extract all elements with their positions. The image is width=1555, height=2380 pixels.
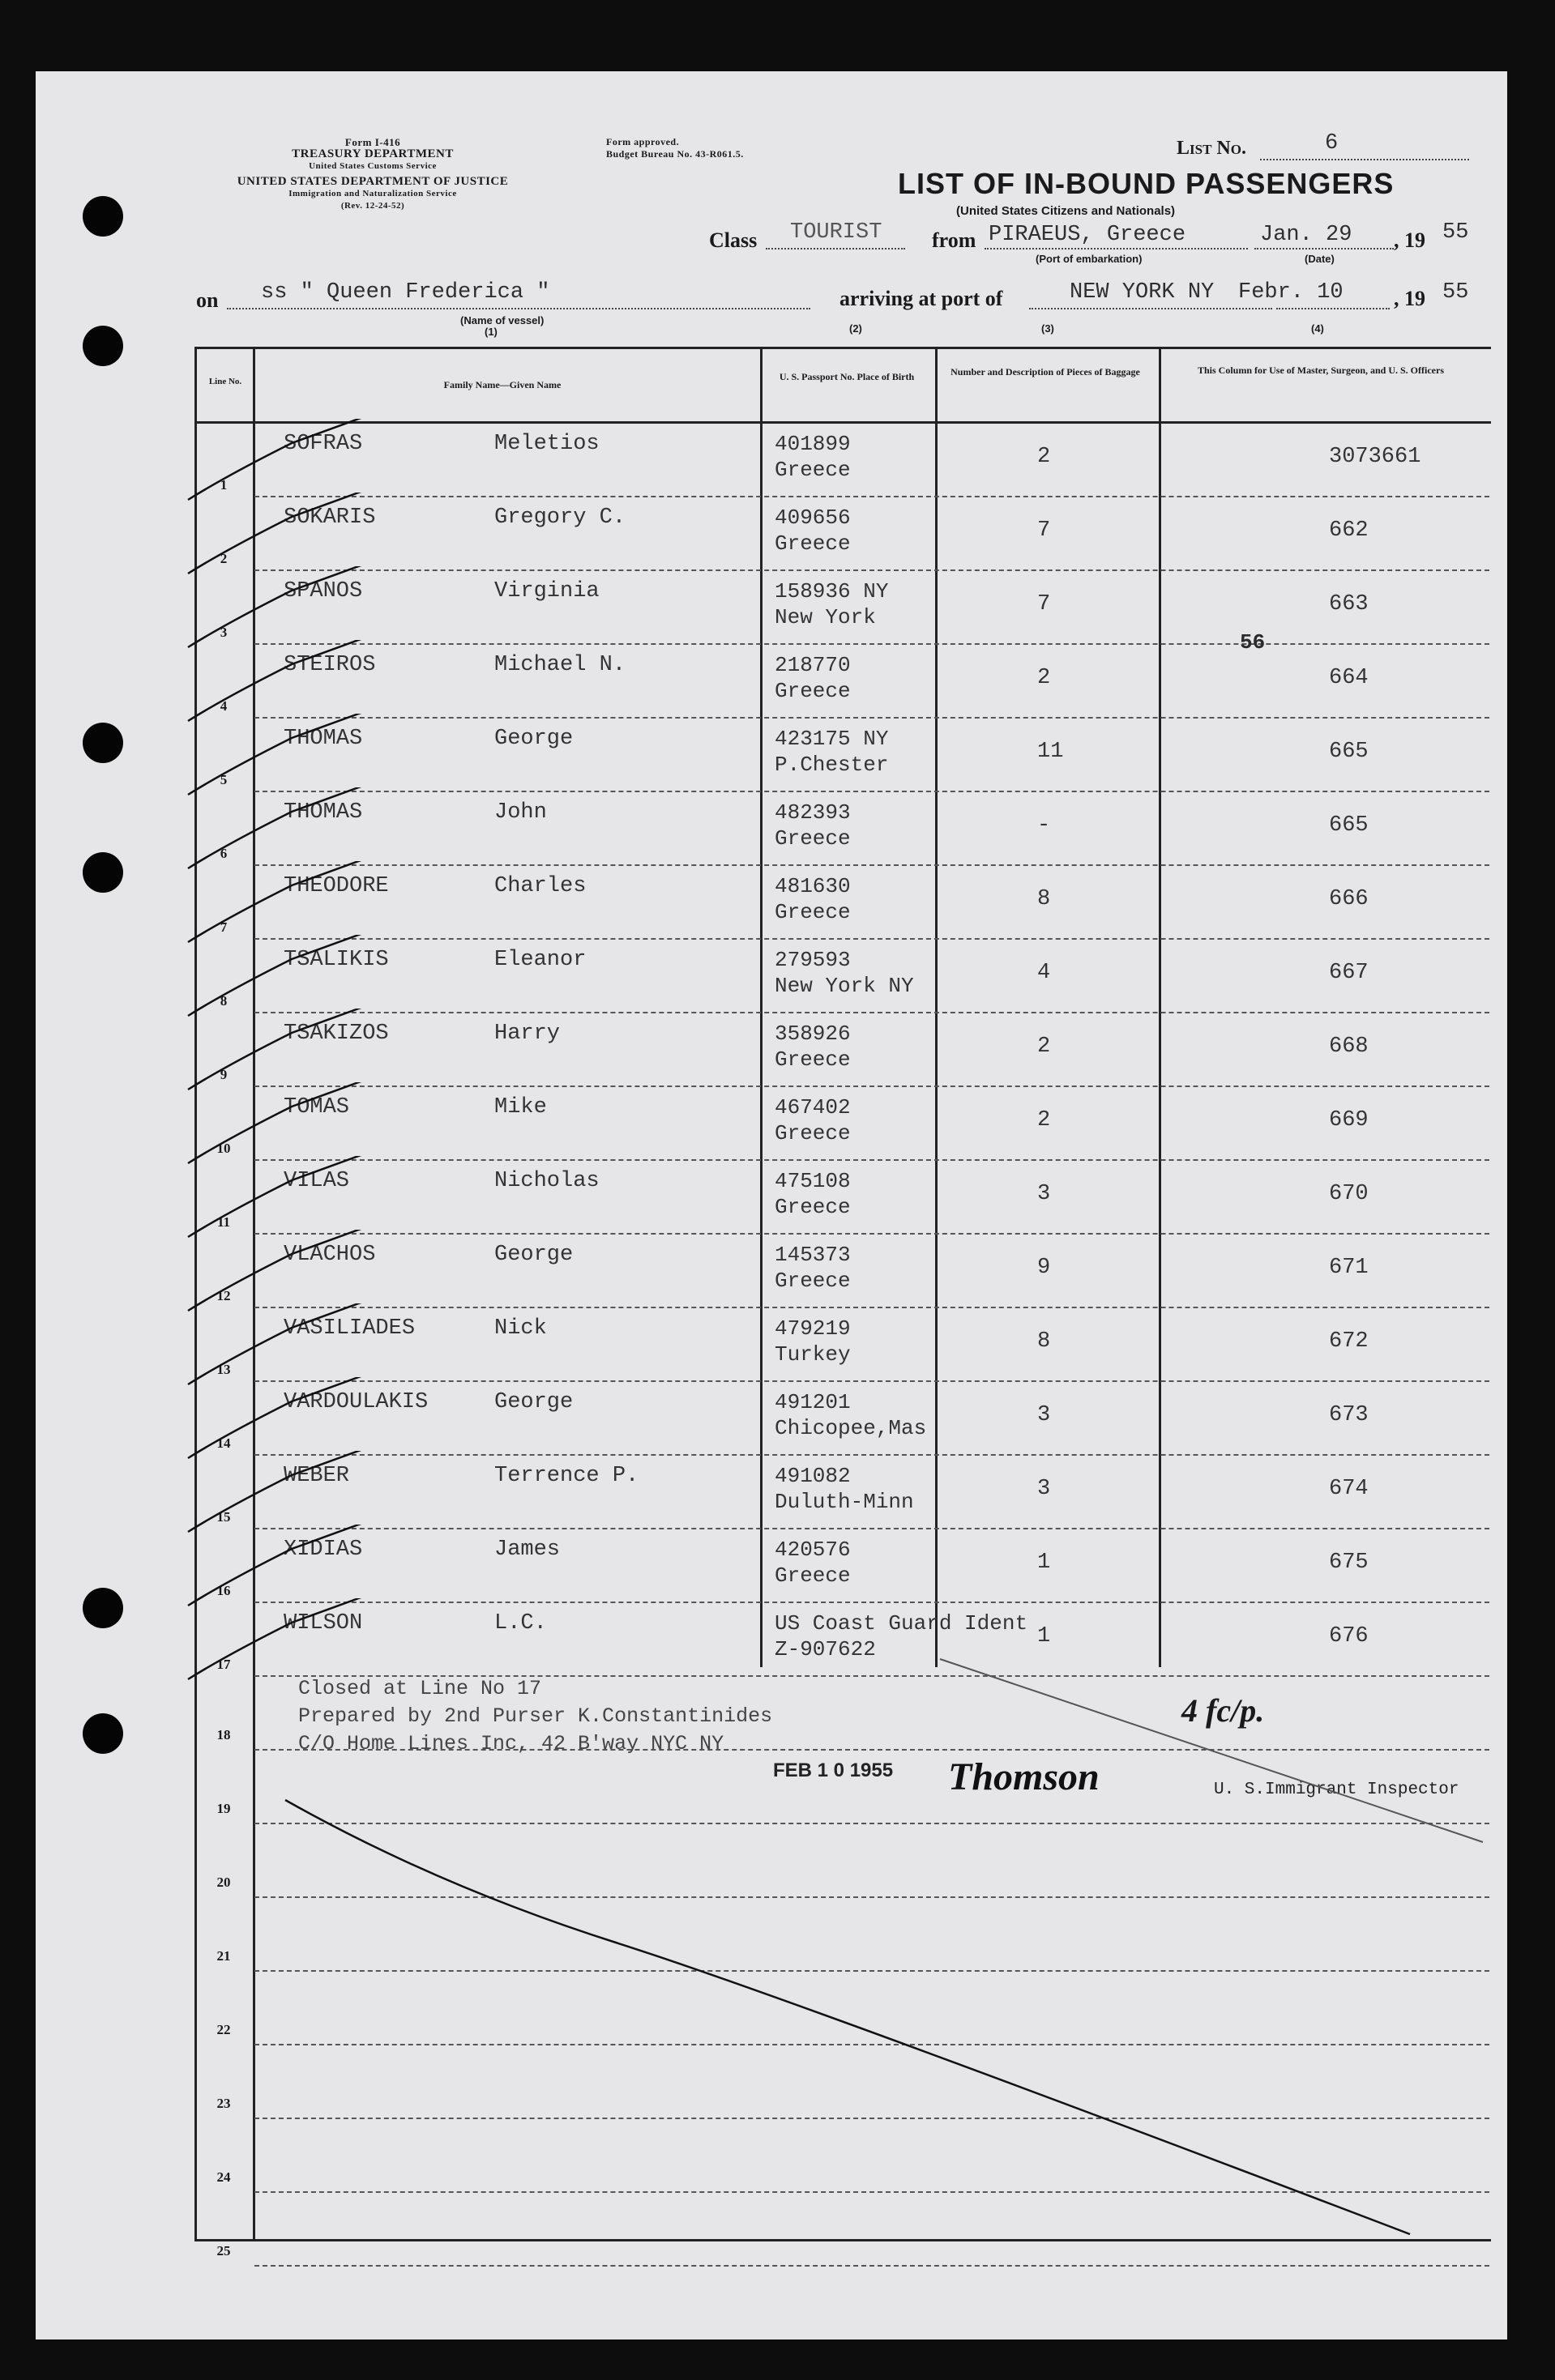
baggage-count: 9 bbox=[1037, 1256, 1051, 1280]
line-number: 22 bbox=[216, 2022, 231, 2037]
line-number: 5 bbox=[220, 772, 228, 787]
line-number: 7 bbox=[220, 919, 228, 935]
family-name: TOMAS bbox=[284, 1095, 350, 1120]
arrival-date-value: Febr. 10 bbox=[1238, 280, 1344, 305]
officer-number: 663 bbox=[1329, 592, 1369, 616]
line-number: 24 bbox=[216, 2169, 231, 2185]
embarkation-year-value: 55 bbox=[1442, 220, 1469, 245]
row-separator bbox=[254, 1159, 1489, 1161]
given-name: George bbox=[494, 727, 574, 751]
row-separator bbox=[254, 1970, 1489, 1972]
passport-number: 145373 bbox=[775, 1243, 851, 1267]
passport-number: 479219 bbox=[775, 1316, 851, 1341]
row-separator bbox=[254, 791, 1489, 792]
list-no-dots bbox=[1260, 159, 1469, 160]
passport-number: 475108 bbox=[775, 1169, 851, 1193]
divider-line-no bbox=[253, 347, 255, 2241]
year-prefix: , 19 bbox=[1394, 228, 1425, 252]
passport-number: 482393 bbox=[775, 800, 851, 825]
family-name: VLACHOS bbox=[284, 1243, 376, 1267]
baggage-count: 8 bbox=[1037, 887, 1051, 911]
baggage-count: - bbox=[1037, 813, 1051, 838]
baggage-count: 8 bbox=[1037, 1329, 1051, 1354]
closed-note: Closed at Line No 17 bbox=[298, 1677, 542, 1700]
row-separator bbox=[254, 2118, 1489, 2119]
row-separator bbox=[254, 1454, 1489, 1456]
baggage-count: 7 bbox=[1037, 518, 1051, 543]
officer-number: 668 bbox=[1329, 1034, 1369, 1059]
given-name: Virginia bbox=[494, 579, 600, 604]
line-number: 17 bbox=[216, 1657, 231, 1672]
line-number: 3 bbox=[220, 625, 228, 640]
place-of-birth: Greece bbox=[775, 1269, 851, 1293]
place-of-birth: Greece bbox=[775, 679, 851, 703]
officer-number: 662 bbox=[1329, 518, 1369, 543]
line-number: 12 bbox=[216, 1288, 231, 1303]
col-line-no: Line No. bbox=[208, 377, 242, 386]
family-name: STEIROS bbox=[284, 653, 376, 677]
given-name: John bbox=[494, 800, 547, 825]
given-name: Meletios bbox=[494, 432, 600, 456]
given-name: Nick bbox=[494, 1316, 547, 1341]
place-of-birth: New York bbox=[775, 605, 876, 629]
punch-hole bbox=[83, 196, 123, 237]
col-passport: U. S. Passport No. Place of Birth bbox=[779, 371, 915, 382]
place-of-birth: Greece bbox=[775, 826, 851, 851]
place-of-birth: Z-907622 bbox=[775, 1637, 876, 1661]
given-name: L.C. bbox=[494, 1611, 547, 1636]
family-name: THOMAS bbox=[284, 800, 363, 825]
baggage-count: 1 bbox=[1037, 1624, 1051, 1649]
embarkation-port-value: PIRAEUS, Greece bbox=[989, 223, 1186, 247]
passport-number: 218770 bbox=[775, 653, 851, 677]
form-approved-label: Form approved. bbox=[606, 136, 680, 147]
row-separator bbox=[254, 2265, 1489, 2267]
officer-number: 666 bbox=[1329, 887, 1369, 911]
row-separator bbox=[254, 569, 1489, 571]
officer-number: 3073661 bbox=[1329, 445, 1421, 469]
place-of-birth: New York NY bbox=[775, 974, 914, 998]
baggage-count: 2 bbox=[1037, 1108, 1051, 1132]
row-separator bbox=[254, 643, 1489, 645]
col-officers: This Column for Use of Master, Surgeon, and U. S. Officers bbox=[1197, 365, 1444, 376]
cancel-lines bbox=[194, 347, 1491, 2241]
family-name: SPANOS bbox=[284, 579, 363, 604]
arrival-port-dots bbox=[1029, 308, 1272, 309]
page-subtitle: (United States Citizens and Nationals) bbox=[956, 204, 1176, 218]
officer-number: 674 bbox=[1329, 1477, 1369, 1501]
punch-hole bbox=[83, 326, 123, 366]
officer-number: 670 bbox=[1329, 1182, 1369, 1206]
place-of-birth: Greece bbox=[775, 1195, 851, 1219]
baggage-count: 3 bbox=[1037, 1403, 1051, 1427]
vessel-caption: (Name of vessel) bbox=[460, 314, 545, 326]
address-note: C/O Home Lines Inc, 42 B'way NYC NY bbox=[298, 1732, 724, 1755]
line-number: 9 bbox=[220, 1067, 228, 1082]
given-name: Charles bbox=[494, 874, 587, 898]
row-separator bbox=[254, 938, 1489, 940]
baggage-count: 2 bbox=[1037, 445, 1051, 469]
row-separator bbox=[254, 864, 1489, 866]
family-name: WEBER bbox=[284, 1464, 350, 1488]
family-name: VILAS bbox=[284, 1169, 350, 1193]
baggage-count: 2 bbox=[1037, 1034, 1051, 1059]
budget-bureau-label: Budget Bureau No. 43-R061.5. bbox=[606, 148, 744, 160]
officer-number: 671 bbox=[1329, 1256, 1369, 1280]
punch-hole bbox=[83, 852, 123, 893]
inspector-title: U. S.Immigrant Inspector bbox=[1214, 1781, 1459, 1799]
officer-number: 672 bbox=[1329, 1329, 1369, 1354]
line-number: 4 bbox=[220, 698, 228, 714]
passport-number: 420576 bbox=[775, 1538, 851, 1562]
from-dots bbox=[985, 248, 1248, 250]
caption-2: (2) bbox=[849, 322, 862, 335]
punch-hole bbox=[83, 723, 123, 763]
row-separator bbox=[254, 2044, 1489, 2045]
place-of-birth: Turkey bbox=[775, 1342, 851, 1367]
treasury-label: TREASURY DEPARTMENT bbox=[292, 147, 454, 160]
family-name: VASILIADES bbox=[284, 1316, 416, 1341]
passport-number: 481630 bbox=[775, 874, 851, 898]
line-number: 15 bbox=[216, 1509, 231, 1525]
place-of-birth: Greece bbox=[775, 900, 851, 924]
passport-number: 401899 bbox=[775, 432, 851, 456]
vessel-caption-num: (1) bbox=[485, 326, 498, 338]
ins-label: Immigration and Naturalization Service bbox=[288, 189, 457, 198]
officer-number: 665 bbox=[1329, 740, 1369, 764]
line-number: 2 bbox=[220, 551, 228, 566]
list-no-label: List No. bbox=[1177, 138, 1246, 159]
line-number: 6 bbox=[220, 846, 228, 861]
row-separator bbox=[254, 1896, 1489, 1898]
passport-number: 491082 bbox=[775, 1464, 851, 1488]
place-of-birth: Greece bbox=[775, 1047, 851, 1072]
family-name: VARDOULAKIS bbox=[284, 1390, 429, 1414]
line-number: 21 bbox=[216, 1948, 231, 1964]
baggage-count: 7 bbox=[1037, 592, 1051, 616]
family-name: TSALIKIS bbox=[284, 948, 389, 972]
border-left bbox=[194, 347, 197, 2241]
customs-label: United States Customs Service bbox=[309, 161, 437, 171]
punch-hole bbox=[83, 1713, 123, 1754]
line-number: 18 bbox=[216, 1727, 231, 1742]
divider-passport bbox=[935, 347, 938, 1667]
year-prefix-2: , 19 bbox=[1394, 287, 1425, 310]
baggage-count: 11 bbox=[1037, 740, 1064, 764]
punch-hole bbox=[83, 1588, 123, 1628]
row-separator bbox=[254, 1823, 1489, 1824]
inspector-signature: Thomson bbox=[948, 1755, 1100, 1798]
line-number: 20 bbox=[216, 1875, 231, 1890]
row-separator bbox=[254, 1086, 1489, 1087]
passport-number: 491201 bbox=[775, 1390, 851, 1414]
arrival-year-value: 55 bbox=[1442, 280, 1469, 305]
family-name: THEODORE bbox=[284, 874, 389, 898]
given-name: George bbox=[494, 1390, 574, 1414]
line-number: 16 bbox=[216, 1583, 231, 1598]
date-dots bbox=[1254, 248, 1394, 250]
given-name: Terrence P. bbox=[494, 1464, 639, 1488]
passenger-table bbox=[194, 347, 1491, 2258]
passport-number: 158936 NY bbox=[775, 579, 889, 604]
line-number: 11 bbox=[216, 1214, 231, 1230]
family-name: SOFRAS bbox=[284, 432, 363, 456]
officer-number: 676 bbox=[1329, 1624, 1369, 1649]
revision-label: (Rev. 12-24-52) bbox=[340, 201, 405, 211]
col-name: Family Name—Given Name bbox=[443, 379, 562, 390]
place-of-birth: Greece bbox=[775, 531, 851, 556]
header-bottom-border bbox=[194, 421, 1491, 424]
family-name: WILSON bbox=[284, 1611, 363, 1636]
place-of-birth: Greece bbox=[775, 1563, 851, 1588]
prepared-note: Prepared by 2nd Purser K.Constantinides bbox=[298, 1704, 773, 1728]
line-number: 19 bbox=[216, 1801, 231, 1816]
corner-mark: 4 fc/p. bbox=[1181, 1692, 1265, 1729]
port-of-embarkation-caption: (Port of embarkation) bbox=[1036, 253, 1143, 265]
given-name: Nicholas bbox=[494, 1169, 600, 1193]
justice-label: UNITED STATES DEPARTMENT OF JUSTICE bbox=[237, 175, 509, 188]
embarkation-date-value: Jan. 29 bbox=[1260, 223, 1352, 247]
cancel-stroke-2 bbox=[940, 1659, 1483, 1842]
passport-number: 423175 NY bbox=[775, 727, 889, 751]
row-separator bbox=[254, 2191, 1489, 2193]
row-separator bbox=[254, 1307, 1489, 1308]
passport-number: 358926 bbox=[775, 1022, 851, 1046]
row-separator bbox=[254, 717, 1489, 719]
page-title: LIST OF IN-BOUND PASSENGERS bbox=[898, 167, 1395, 200]
form-approval-block bbox=[606, 136, 744, 160]
given-name: Gregory C. bbox=[494, 505, 626, 530]
place-of-birth: Chicopee,Mas bbox=[775, 1416, 927, 1440]
line-number: 8 bbox=[220, 993, 228, 1009]
family-name: THOMAS bbox=[284, 727, 363, 751]
place-of-birth: Greece bbox=[775, 1121, 851, 1145]
line-number: 1 bbox=[220, 477, 228, 493]
date-caption: (Date) bbox=[1305, 253, 1335, 265]
baggage-count: 4 bbox=[1037, 961, 1051, 985]
row-separator bbox=[254, 496, 1489, 497]
line-number: 14 bbox=[216, 1435, 231, 1451]
arrival-date-dots bbox=[1276, 308, 1390, 309]
family-name: TSAKIZOS bbox=[284, 1022, 389, 1046]
class-dots bbox=[766, 248, 905, 250]
arriving-label: arriving at port of bbox=[839, 287, 1003, 310]
list-no-value: 6 bbox=[1325, 131, 1339, 156]
caption-4: (4) bbox=[1311, 322, 1324, 335]
form-agency-block bbox=[186, 136, 559, 212]
caption-3: (3) bbox=[1041, 322, 1054, 335]
on-label: on bbox=[196, 288, 219, 312]
baggage-count: 2 bbox=[1037, 666, 1051, 690]
divider-name bbox=[760, 347, 763, 1667]
passport-number: 409656 bbox=[775, 505, 851, 530]
passport-number: 467402 bbox=[775, 1095, 851, 1120]
given-name: James bbox=[494, 1538, 561, 1562]
margin-mark: 56 bbox=[1240, 630, 1266, 655]
officer-number: 675 bbox=[1329, 1550, 1369, 1575]
family-name: SOKARIS bbox=[284, 505, 376, 530]
baggage-count: 1 bbox=[1037, 1550, 1051, 1575]
form-number: Form I-416 bbox=[344, 136, 401, 148]
col-baggage: Number and Description of Pieces of Baggage bbox=[951, 366, 1140, 377]
officer-number: 669 bbox=[1329, 1108, 1369, 1132]
given-name: Harry bbox=[494, 1022, 561, 1046]
given-name: Michael N. bbox=[494, 653, 626, 677]
arrival-port-value: NEW YORK NY bbox=[1070, 280, 1215, 305]
place-of-birth: P.Chester bbox=[775, 753, 889, 777]
officer-number: 665 bbox=[1329, 813, 1369, 838]
cancel-stroke bbox=[285, 1800, 1410, 2234]
baggage-count: 3 bbox=[1037, 1182, 1051, 1206]
officer-number: 667 bbox=[1329, 961, 1369, 985]
from-label: from bbox=[932, 228, 976, 252]
passport-number: US Coast Guard Ident bbox=[775, 1611, 1028, 1636]
class-label: Class bbox=[709, 228, 758, 252]
divider-baggage bbox=[1159, 347, 1161, 1667]
given-name: Eleanor bbox=[494, 948, 587, 972]
officer-number: 673 bbox=[1329, 1403, 1369, 1427]
officer-number: 664 bbox=[1329, 666, 1369, 690]
table-bottom-border bbox=[194, 2239, 1491, 2241]
passport-number: 279593 bbox=[775, 948, 851, 972]
line-number: 25 bbox=[216, 2243, 231, 2258]
baggage-count: 3 bbox=[1037, 1477, 1051, 1501]
row-separator bbox=[254, 1012, 1489, 1013]
table-top-border bbox=[194, 347, 1491, 349]
family-name: XIDIAS bbox=[284, 1538, 363, 1562]
line-number: 13 bbox=[216, 1362, 231, 1377]
row-separator bbox=[254, 1528, 1489, 1529]
given-name: George bbox=[494, 1243, 574, 1267]
row-separator bbox=[254, 1380, 1489, 1382]
vessel-dots bbox=[227, 308, 810, 309]
class-value: TOURIST bbox=[790, 220, 882, 245]
row-separator bbox=[254, 1602, 1489, 1603]
place-of-birth: Greece bbox=[775, 458, 851, 482]
vessel-name-value: ss " Queen Frederica " bbox=[261, 280, 550, 305]
row-separator bbox=[254, 1233, 1489, 1235]
date-stamp: FEB 1 0 1955 bbox=[773, 1759, 894, 1781]
line-number: 10 bbox=[216, 1141, 231, 1156]
given-name: Mike bbox=[494, 1095, 547, 1120]
place-of-birth: Duluth-Minn bbox=[775, 1490, 914, 1514]
line-number: 23 bbox=[216, 2096, 231, 2111]
